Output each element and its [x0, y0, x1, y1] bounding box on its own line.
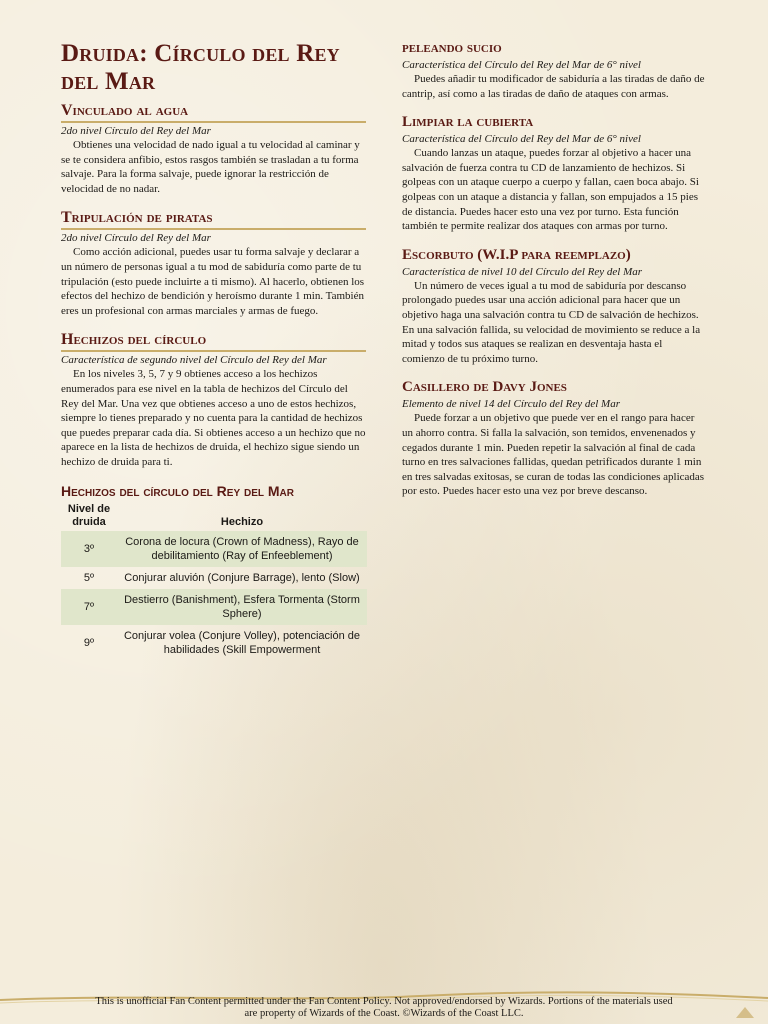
section-body: Puedes añadir tu modificador de sabiduría a las tiradas de daño de cantrip, así como a las tiradas de daño de ataques con armas. — [402, 73, 705, 100]
section-body: Puede forzar a un objetivo que puede ver en el rango para hacer un ahorro contra. Si falla la salvación, son temidos, envenenados y cegados durante 1 min. Pueden repetir la salvación al final de cada turno en tres salvaciones fallidas, quedan petrificados durante 1 min en tres salvadas exitosas, se curan de todas las condiciones aplicadas por esto. Puedes hacer esto una vez por breve descanso. — [402, 412, 705, 498]
table-cell-spell: Conjurar volea (Conjure Volley), potenciación de habilidades (Skill Empowerment — [123, 629, 361, 656]
footer-legal — [0, 996, 768, 1024]
table-cell-level: 9º — [83, 636, 95, 649]
section-peleando-sucio — [402, 40, 707, 101]
section-heading: Limpiar la cubierta — [402, 114, 534, 131]
section-body: Cuando lanzas un ataque, puedes forzar al objetivo a hacer una salvación de fuerza contra tu CD de lanzamiento de hechizos. Si golpeas con un ataque cuerpo a cuerpo y fallan, caen boca abajo. Si golpeas con un ataque a distancia y fallan, son empujados a 15 pies de distancia. Puedes hacer esto una vez por turno. Esta función también te permite realizar dos ataques con armas por turno. — [402, 147, 699, 233]
table-cell-level: 5º — [83, 571, 95, 584]
table-title: Hechizos del círculo del Rey del Mar — [61, 482, 295, 499]
section-tripulacion — [61, 209, 366, 318]
section-body: Un número de veces igual a tu mod de sabiduría por descanso prolongado puedes usar una acción adicional para hacer que un objetivo haga una salvación contra tu CD de salvación de hechizos. En una salvación fallida, su velocidad de movimiento se reduce a la mitad y todos sus ataques se realizan en desventaja hasta el comienzo de tu próximo turno. — [402, 279, 701, 365]
page-corner-icon — [734, 1004, 756, 1020]
section-subtitle: 2do nivel Círculo del Rey del Mar — [61, 125, 211, 137]
section-heading: Escorbuto (W.I.P para reemplazo) — [402, 246, 631, 263]
section-limpiar-cubierta — [402, 114, 707, 234]
section-heading: Casillero de Davy Jones — [402, 379, 567, 396]
section-subtitle: Característica del Círculo del Rey del Mar de 6° nivel — [402, 59, 641, 71]
page-title: Druida: Círculo del Rey del Mar — [61, 40, 340, 95]
table-row — [61, 567, 367, 589]
column-header-level: Nivel de druida — [67, 502, 111, 528]
table-cell-spell: Destierro (Banishment), Esfera Tormenta (Storm Sphere) — [117, 589, 367, 625]
footer-line-1: This is unofficial Fan Content permitted under the Fan Content Policy. Not approved/endorsed by Wizards. Portions of the materials used — [95, 996, 673, 1007]
section-body: En los niveles 3, 5, 7 y 9 obtienes acceso a los hechizos enumerados para ese nivel en la tabla de hechizos del Círculo del Rey del Mar. Una vez que obtienes acceso a uno de estos hechizos, siempre lo tienes preparado y no cuenta para la cantidad de hechizos que puedes preparar cada día. Si obtienes acceso a un hechizo que no aparece en la lista de hechizos de druida, el hechizo sigue siendo un hechizo de druida para ti. — [61, 368, 366, 468]
section-subtitle: Característica de nivel 10 del Círculo del Rey del Mar — [402, 265, 643, 278]
right-column — [402, 40, 707, 512]
section-heading: Tripulación de piratas — [61, 209, 366, 230]
table-cell-level: 3º — [61, 531, 117, 567]
section-vinculado — [61, 102, 366, 196]
section-subtitle: Característica de segundo nivel del Círculo del Rey del Mar — [61, 354, 327, 367]
table-cell-spell: Corona de locura (Crown of Madness), Rayo de debilitamiento (Ray of Enfeeblement) — [117, 531, 367, 567]
table-row — [61, 589, 367, 625]
section-body: Obtienes una velocidad de nado igual a tu velocidad al caminar y se te considera anfibio, estos rasgos también se trasladan a tu forma salvaje. Para la forma salvaje, puede ignorar la restricción de velocidad de no nadar. — [61, 139, 360, 195]
table-cell-level: 7º — [61, 589, 117, 625]
section-body: Como acción adicional, puedes usar tu forma salvaje y declarar a un número de personas igual a tu mod de sabiduría como parte de tu tripulación (esto puede incluirte a ti mismo). Al hacerlo, obtienen los efectos del hechizo de bendición y heroísmo durante 1 min. También eres un profesional con armas marciales y armas de fuego. — [61, 246, 365, 317]
table-header-row — [61, 501, 367, 531]
section-subtitle: Elemento de nivel 14 del Círculo del Rey del Mar — [402, 398, 620, 411]
section-heading: Hechizos del círculo — [61, 331, 366, 352]
section-hechizos-circulo — [61, 331, 366, 469]
table-row — [61, 625, 367, 661]
section-subtitle: 2do nivel Círculo del Rey del Mar — [61, 232, 211, 245]
footer-line-2: are property of Wizards of the Coast. ©Wizards of the Coast LLC. — [244, 1008, 524, 1019]
left-column — [61, 40, 366, 661]
section-heading: Vinculado al agua — [61, 102, 366, 123]
section-casillero — [402, 379, 707, 499]
section-heading: peleando sucio — [402, 40, 502, 56]
table-row — [61, 531, 367, 567]
column-header-spell: Hechizo — [220, 515, 264, 528]
section-escorbuto — [402, 247, 707, 367]
spell-table — [61, 501, 367, 661]
table-cell-spell: Conjurar aluvión (Conjure Barrage), lento (Slow) — [124, 571, 360, 584]
section-subtitle: Característica del Círculo del Rey del Mar de 6° nivel — [402, 133, 641, 146]
